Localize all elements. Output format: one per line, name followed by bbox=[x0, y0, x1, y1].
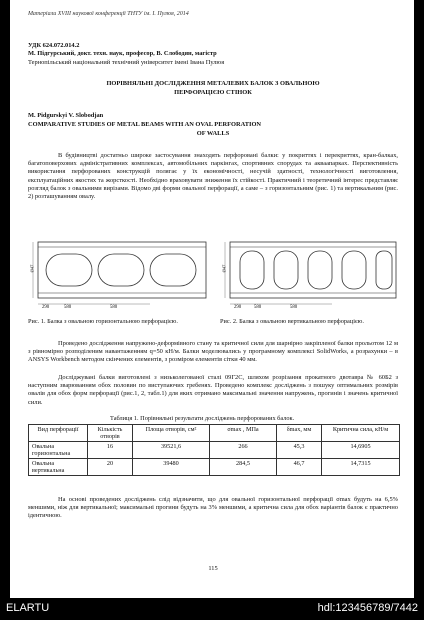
table-cell: 39521,6 bbox=[133, 442, 210, 459]
table-header-cell: Площа отворів, см² bbox=[133, 425, 210, 442]
figure-1-caption: Рис. 1. Балка з овальною горизонтальною перфорацією. bbox=[28, 318, 178, 325]
fig1-dim: 580 bbox=[64, 305, 72, 310]
paragraph-method: Проведено дослідження напружено-деформівного стану та критичної сили для шарнірно закріпленої балки прольотом 12 м з рівномірно розподіленим навантаженням q=50 кН/м. Балки моделювались у програмному комплексі SolidWorks, а розрахунки – в ANSYS Workbench методом скінчених елементів, з розміром елементів сітки 40 мм. bbox=[28, 340, 398, 364]
oval-hole bbox=[150, 254, 196, 286]
fig2-height-label: Ø47 bbox=[221, 264, 227, 273]
title-ua-line2: ПЕРФОРАЦІЄЮ СТІНОК bbox=[174, 89, 252, 96]
table-cell: 45,3 bbox=[277, 442, 322, 459]
fig2-dim: 580 bbox=[290, 305, 298, 310]
figure-2-caption: Рис. 2. Балка з овальною вертикальною перфорацією. bbox=[220, 318, 364, 325]
footer-handle-link[interactable]: hdl:123456789/7442 bbox=[317, 602, 418, 614]
oval-hole bbox=[376, 251, 392, 289]
fig2-dim: 580 bbox=[254, 305, 262, 310]
table-cell: 284,5 bbox=[210, 459, 277, 476]
oval-hole bbox=[98, 254, 144, 286]
title-en-line1: COMPARATIVE STUDIES OF METAL BEAMS WITH AN OVAL PERFORATION bbox=[28, 121, 262, 128]
table-header-cell: δmax, мм bbox=[277, 425, 322, 442]
table-cell: Овальна горизонтальна bbox=[29, 442, 88, 459]
affiliation-ua: Тернопільський національний технічний університет імені Івана Пулюя bbox=[28, 59, 225, 66]
table-header-cell: Вид перфорації bbox=[29, 425, 88, 442]
oval-hole bbox=[46, 254, 92, 286]
figure-2 bbox=[220, 240, 400, 314]
authors-en: M. Pidgurskyi V. Slobodjan bbox=[28, 112, 104, 119]
table-cell: 14,7315 bbox=[322, 459, 400, 476]
title-en-line2: OF WALLS bbox=[196, 130, 230, 137]
table-header-cell: σmax , МПа bbox=[210, 425, 277, 442]
paragraph-intro: В будівництві достатньо широке застосування знаходять перфоровані балки: у покриттях і перекриттях, кран-балках, багатоповерхових адміністративних комплексах, автомобільних паркінгах, спортивних спорудах та акваапарках. Перспективність використання перфорованих конструкцій полягає у їх економічності, несучій здатності, технологічності виготовлення, експлуатаційних якостях та жорсткості. Необхідно враховувати зниження їх стійкості. Практичний і теоретичний інтерес представляє розгляд балок з овальними вирізами. Відомо дві форми овальної перфорації, а саме – з горизонтальним (рис. 1) та вертикальним (рис. 2) розташуванням овалу. bbox=[28, 152, 398, 201]
results-table bbox=[28, 424, 400, 476]
paragraph-conclusion: На основі проведених досліджень слід відзначити, що для овальної горизонтальної перфорації σmax будуть на 6,5% меншими, ніж для вертикальної; максимальні прогини будуть на 3% меншими, а критична сила для обох варіантів балок є практично ідентичною. bbox=[28, 496, 398, 520]
table-cell: 20 bbox=[88, 459, 133, 476]
fig1-height-label: Ø47 bbox=[29, 264, 35, 273]
document-page bbox=[10, 0, 414, 598]
fig1-dim: 290 bbox=[42, 305, 50, 310]
fig2-dim: 290 bbox=[234, 305, 242, 310]
figure-1 bbox=[28, 240, 210, 314]
table-header-row bbox=[29, 425, 400, 442]
running-header: Матеріали XVIII наукової конференції ТНТУ ім. І. Пулюя, 2014 bbox=[28, 11, 189, 17]
table-row bbox=[29, 442, 400, 459]
table-cell: 266 bbox=[210, 442, 277, 459]
oval-hole bbox=[274, 251, 298, 289]
footer-bar bbox=[0, 598, 424, 620]
authors-ua: М. Підгурський, докт. техн. наук, професор, В. Слободян, магістр bbox=[28, 50, 217, 57]
table-cell: Овальна вертикальна bbox=[29, 459, 88, 476]
title-ua-line1: ПОРІВНЯЛЬНІ ДОСЛІДЖЕННЯ МЕТАЛЕВИХ БАЛОК З ОВАЛЬНОЮ bbox=[106, 80, 320, 87]
page-number: 115 bbox=[208, 565, 218, 572]
table-cell: 39480 bbox=[133, 459, 210, 476]
oval-hole bbox=[342, 251, 366, 289]
table-row bbox=[29, 459, 400, 476]
table-cell: 46,7 bbox=[277, 459, 322, 476]
footer-repository-label: ELARTU bbox=[6, 602, 50, 614]
table-cell: 14,6905 bbox=[322, 442, 400, 459]
oval-hole bbox=[308, 251, 332, 289]
udk-code: УДК 624.072.014.2 bbox=[28, 42, 80, 49]
paragraph-materials: Досліджувані балки виготовлені з низьколегованої сталі 09Г2С, шляхом розрізання прокатного двотавра № 60Б2 з наступним зварюванням обох половин по виступаючих гребенях. Проведено комплекс досліджень з пошуку оптимальних розмірів овалів для обох форм перфорації (рис.1, 2, табл.1) для яких отримано максимальні значення напружень, прогинів і значень критичної сили. bbox=[28, 374, 398, 406]
table-caption: Таблиця 1. Порівняльні результати досліджень перфорованих балок. bbox=[110, 415, 295, 422]
table-header-cell: Кількість отворів bbox=[88, 425, 133, 442]
table-header-cell: Критична сила, кН/м bbox=[322, 425, 400, 442]
oval-hole bbox=[240, 251, 264, 289]
fig1-dim: 580 bbox=[110, 305, 118, 310]
table-cell: 16 bbox=[88, 442, 133, 459]
